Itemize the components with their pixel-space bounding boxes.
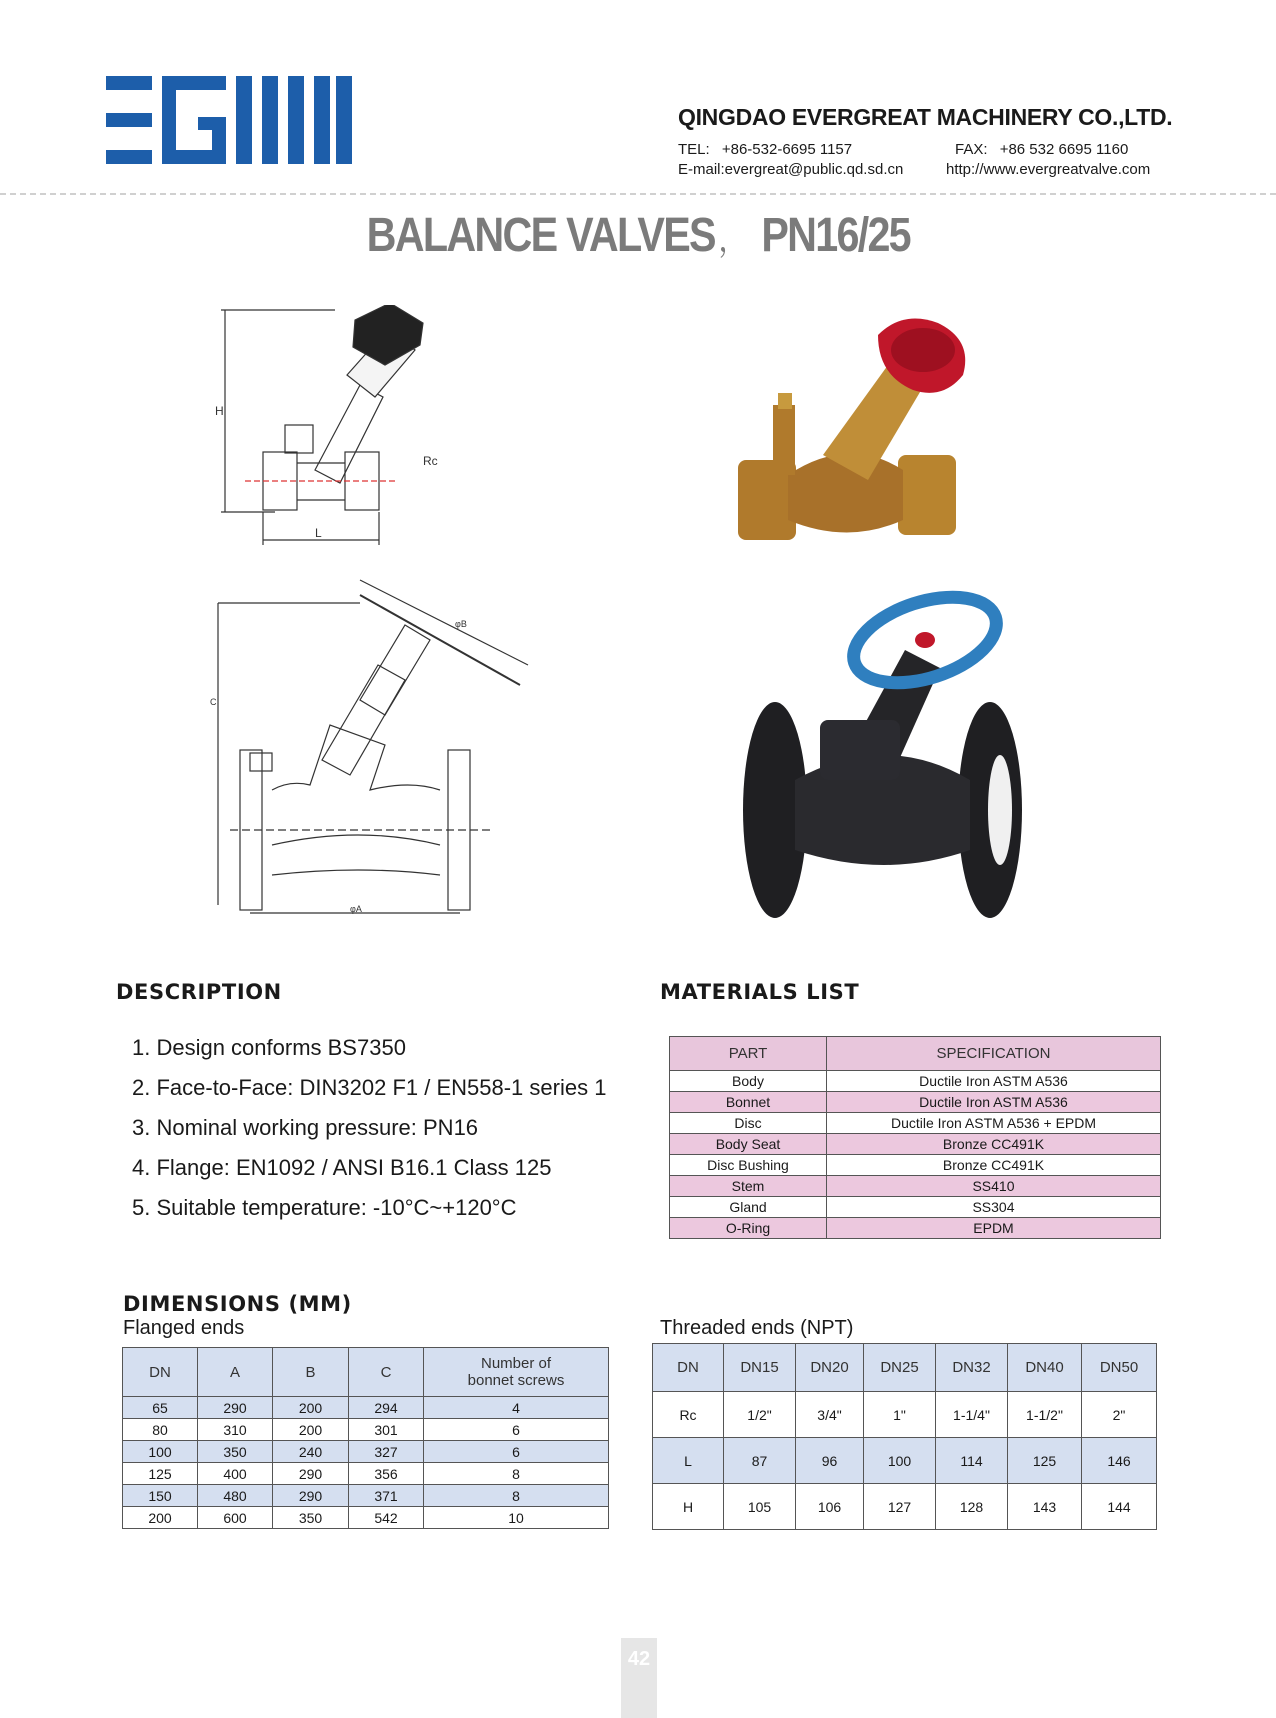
header-c: C [349, 1348, 424, 1397]
table-row [670, 1092, 1161, 1113]
flanged-dimensions-table [122, 1347, 609, 1529]
title-rating: PN16/25 [761, 209, 910, 262]
cell: L [653, 1438, 724, 1484]
spec-cell: SS304 [827, 1197, 1161, 1218]
cell: 8 [424, 1485, 609, 1507]
header-size: DN32 [936, 1344, 1008, 1392]
cell: 542 [349, 1507, 424, 1529]
threaded-caption: Threaded ends (NPT) [660, 1317, 854, 1339]
description-item: 2. Face-to-Face: DIN3202 F1 / EN558-1 series 1 [132, 1075, 607, 1100]
website-link[interactable]: http://www.evergreatvalve.com [946, 161, 1151, 178]
header-line: Number of [480, 1355, 552, 1372]
cell: 80 [123, 1419, 198, 1441]
description-item: 4. Flange: EN1092 / ANSI B16.1 Class 125 [132, 1155, 552, 1180]
flanged-caption: Flanged ends [123, 1317, 245, 1339]
threaded-valve-drawing [215, 305, 475, 550]
cell: 87 [724, 1438, 796, 1484]
materials-table [669, 1036, 1161, 1239]
cell: 105 [724, 1484, 796, 1530]
header-bonnet-screws [424, 1348, 609, 1397]
cell: H [653, 1484, 724, 1530]
table-header-row [653, 1344, 1157, 1392]
cell: 290 [198, 1397, 273, 1419]
materials-heading: MATERIALS LIST [660, 980, 860, 1004]
description-heading: DESCRIPTION [116, 980, 282, 1004]
table-row [670, 1071, 1161, 1092]
title-separator: ， [718, 221, 746, 259]
header-divider [0, 193, 1276, 195]
title-main: BALANCE VALVES [366, 209, 715, 262]
egm-logo [106, 76, 352, 164]
cell: 480 [198, 1485, 273, 1507]
cell: 350 [198, 1441, 273, 1463]
part-cell: Body Seat [670, 1134, 827, 1155]
drawing-label-c: C [210, 697, 217, 707]
cell: 150 [123, 1485, 198, 1507]
description-item: 5. Suitable temperature: -10°C~+120°C [132, 1195, 517, 1220]
header-dn: DN [123, 1348, 198, 1397]
tel-value: +86-532-6695 1157 [721, 141, 853, 158]
tel-label: TEL: [678, 141, 710, 158]
drawing-label-a: φA [350, 904, 362, 914]
cell: 600 [198, 1507, 273, 1529]
cell: 127 [864, 1484, 936, 1530]
cell: 327 [349, 1441, 424, 1463]
cell: 10 [424, 1507, 609, 1529]
ductile-iron-valve-photo [735, 580, 1025, 935]
cell: 65 [123, 1397, 198, 1419]
part-cell: Gland [670, 1197, 827, 1218]
fax-line [955, 141, 1128, 158]
header-size: DN40 [1008, 1344, 1082, 1392]
table-row [670, 1197, 1161, 1218]
cell: 125 [123, 1463, 198, 1485]
description-item: 1. Design conforms BS7350 [132, 1035, 406, 1060]
cell: 294 [349, 1397, 424, 1419]
cell: 8 [424, 1463, 609, 1485]
cell: 143 [1008, 1484, 1082, 1530]
cell: 114 [936, 1438, 1008, 1484]
header-size: DN25 [864, 1344, 936, 1392]
part-cell: Disc Bushing [670, 1155, 827, 1176]
cell: 310 [198, 1419, 273, 1441]
description-list [132, 1028, 606, 1228]
fax-label: FAX: [955, 141, 988, 158]
table-header-row [123, 1348, 609, 1397]
cell: 1-1/2" [1008, 1392, 1082, 1438]
table-row [653, 1438, 1157, 1484]
table-row [670, 1134, 1161, 1155]
threaded-dimensions-table [652, 1343, 1157, 1530]
cell: 144 [1082, 1484, 1157, 1530]
cell: 125 [1008, 1438, 1082, 1484]
table-row [653, 1392, 1157, 1438]
company-name: QINGDAO EVERGREAT MACHINERY CO.,LTD. [678, 104, 1173, 130]
cell: 350 [273, 1507, 349, 1529]
cell: 371 [349, 1485, 424, 1507]
page-number: 42 [627, 1648, 651, 1670]
spec-cell: Bronze CC491K [827, 1134, 1161, 1155]
part-cell: O-Ring [670, 1218, 827, 1239]
cell: 106 [796, 1484, 864, 1530]
cell: 3/4" [796, 1392, 864, 1438]
cell: Rc [653, 1392, 724, 1438]
cell: 290 [273, 1485, 349, 1507]
part-cell: Disc [670, 1113, 827, 1134]
table-header-row [670, 1037, 1161, 1071]
flanged-valve-drawing [210, 575, 530, 920]
description-item: 3. Nominal working pressure: PN16 [132, 1115, 479, 1140]
table-row [123, 1485, 609, 1507]
table-row [670, 1176, 1161, 1197]
table-row [653, 1484, 1157, 1530]
cell: 100 [864, 1438, 936, 1484]
table-row [123, 1507, 609, 1529]
cell: 146 [1082, 1438, 1157, 1484]
header-dn: DN [653, 1344, 724, 1392]
table-row [670, 1218, 1161, 1239]
spec-cell: SS410 [827, 1176, 1161, 1197]
drawing-label-rc: Rc [423, 454, 438, 468]
header-part: PART [670, 1037, 827, 1071]
cell: 200 [123, 1507, 198, 1529]
spec-cell: EPDM [827, 1218, 1161, 1239]
spec-cell: Ductile Iron ASTM A536 + EPDM [827, 1113, 1161, 1134]
spec-cell: Bronze CC491K [827, 1155, 1161, 1176]
table-row [123, 1441, 609, 1463]
table-row [670, 1113, 1161, 1134]
cell: 6 [424, 1419, 609, 1441]
spec-cell: Ductile Iron ASTM A536 [827, 1092, 1161, 1113]
cell: 240 [273, 1441, 349, 1463]
header-a: A [198, 1348, 273, 1397]
table-row [123, 1463, 609, 1485]
table-row [670, 1155, 1161, 1176]
spec-cell: Ductile Iron ASTM A536 [827, 1071, 1161, 1092]
header-line: bonnet screws [467, 1372, 565, 1389]
cell: 6 [424, 1441, 609, 1463]
header-size: DN20 [796, 1344, 864, 1392]
header-b: B [273, 1348, 349, 1397]
cell: 400 [198, 1463, 273, 1485]
header-specification: SPECIFICATION [827, 1037, 1161, 1071]
cell: 128 [936, 1484, 1008, 1530]
part-cell: Bonnet [670, 1092, 827, 1113]
cell: 301 [349, 1419, 424, 1441]
cell: 290 [273, 1463, 349, 1485]
cell: 356 [349, 1463, 424, 1485]
cell: 100 [123, 1441, 198, 1463]
cell: 4 [424, 1397, 609, 1419]
header-size: DN15 [724, 1344, 796, 1392]
drawing-label-b: φB [455, 619, 467, 629]
header-size: DN50 [1082, 1344, 1157, 1392]
cell: 2" [1082, 1392, 1157, 1438]
table-row [123, 1419, 609, 1441]
cell: 96 [796, 1438, 864, 1484]
cell: 200 [273, 1397, 349, 1419]
part-cell: Stem [670, 1176, 827, 1197]
cell: 1/2" [724, 1392, 796, 1438]
drawing-label-h: H [215, 404, 224, 418]
drawing-label-l: L [315, 526, 322, 540]
cell: 1" [864, 1392, 936, 1438]
email: E-mail:evergreat@public.qd.sd.cn [678, 161, 904, 178]
page-title [90, 208, 1187, 263]
fax-value: +86 532 6695 1160 [999, 141, 1129, 158]
dimensions-heading: DIMENSIONS (MM) [123, 1292, 352, 1316]
cell: 1-1/4" [936, 1392, 1008, 1438]
table-row [123, 1397, 609, 1419]
part-cell: Body [670, 1071, 827, 1092]
brass-valve-photo [728, 305, 1008, 545]
tel-line [678, 141, 852, 158]
cell: 200 [273, 1419, 349, 1441]
